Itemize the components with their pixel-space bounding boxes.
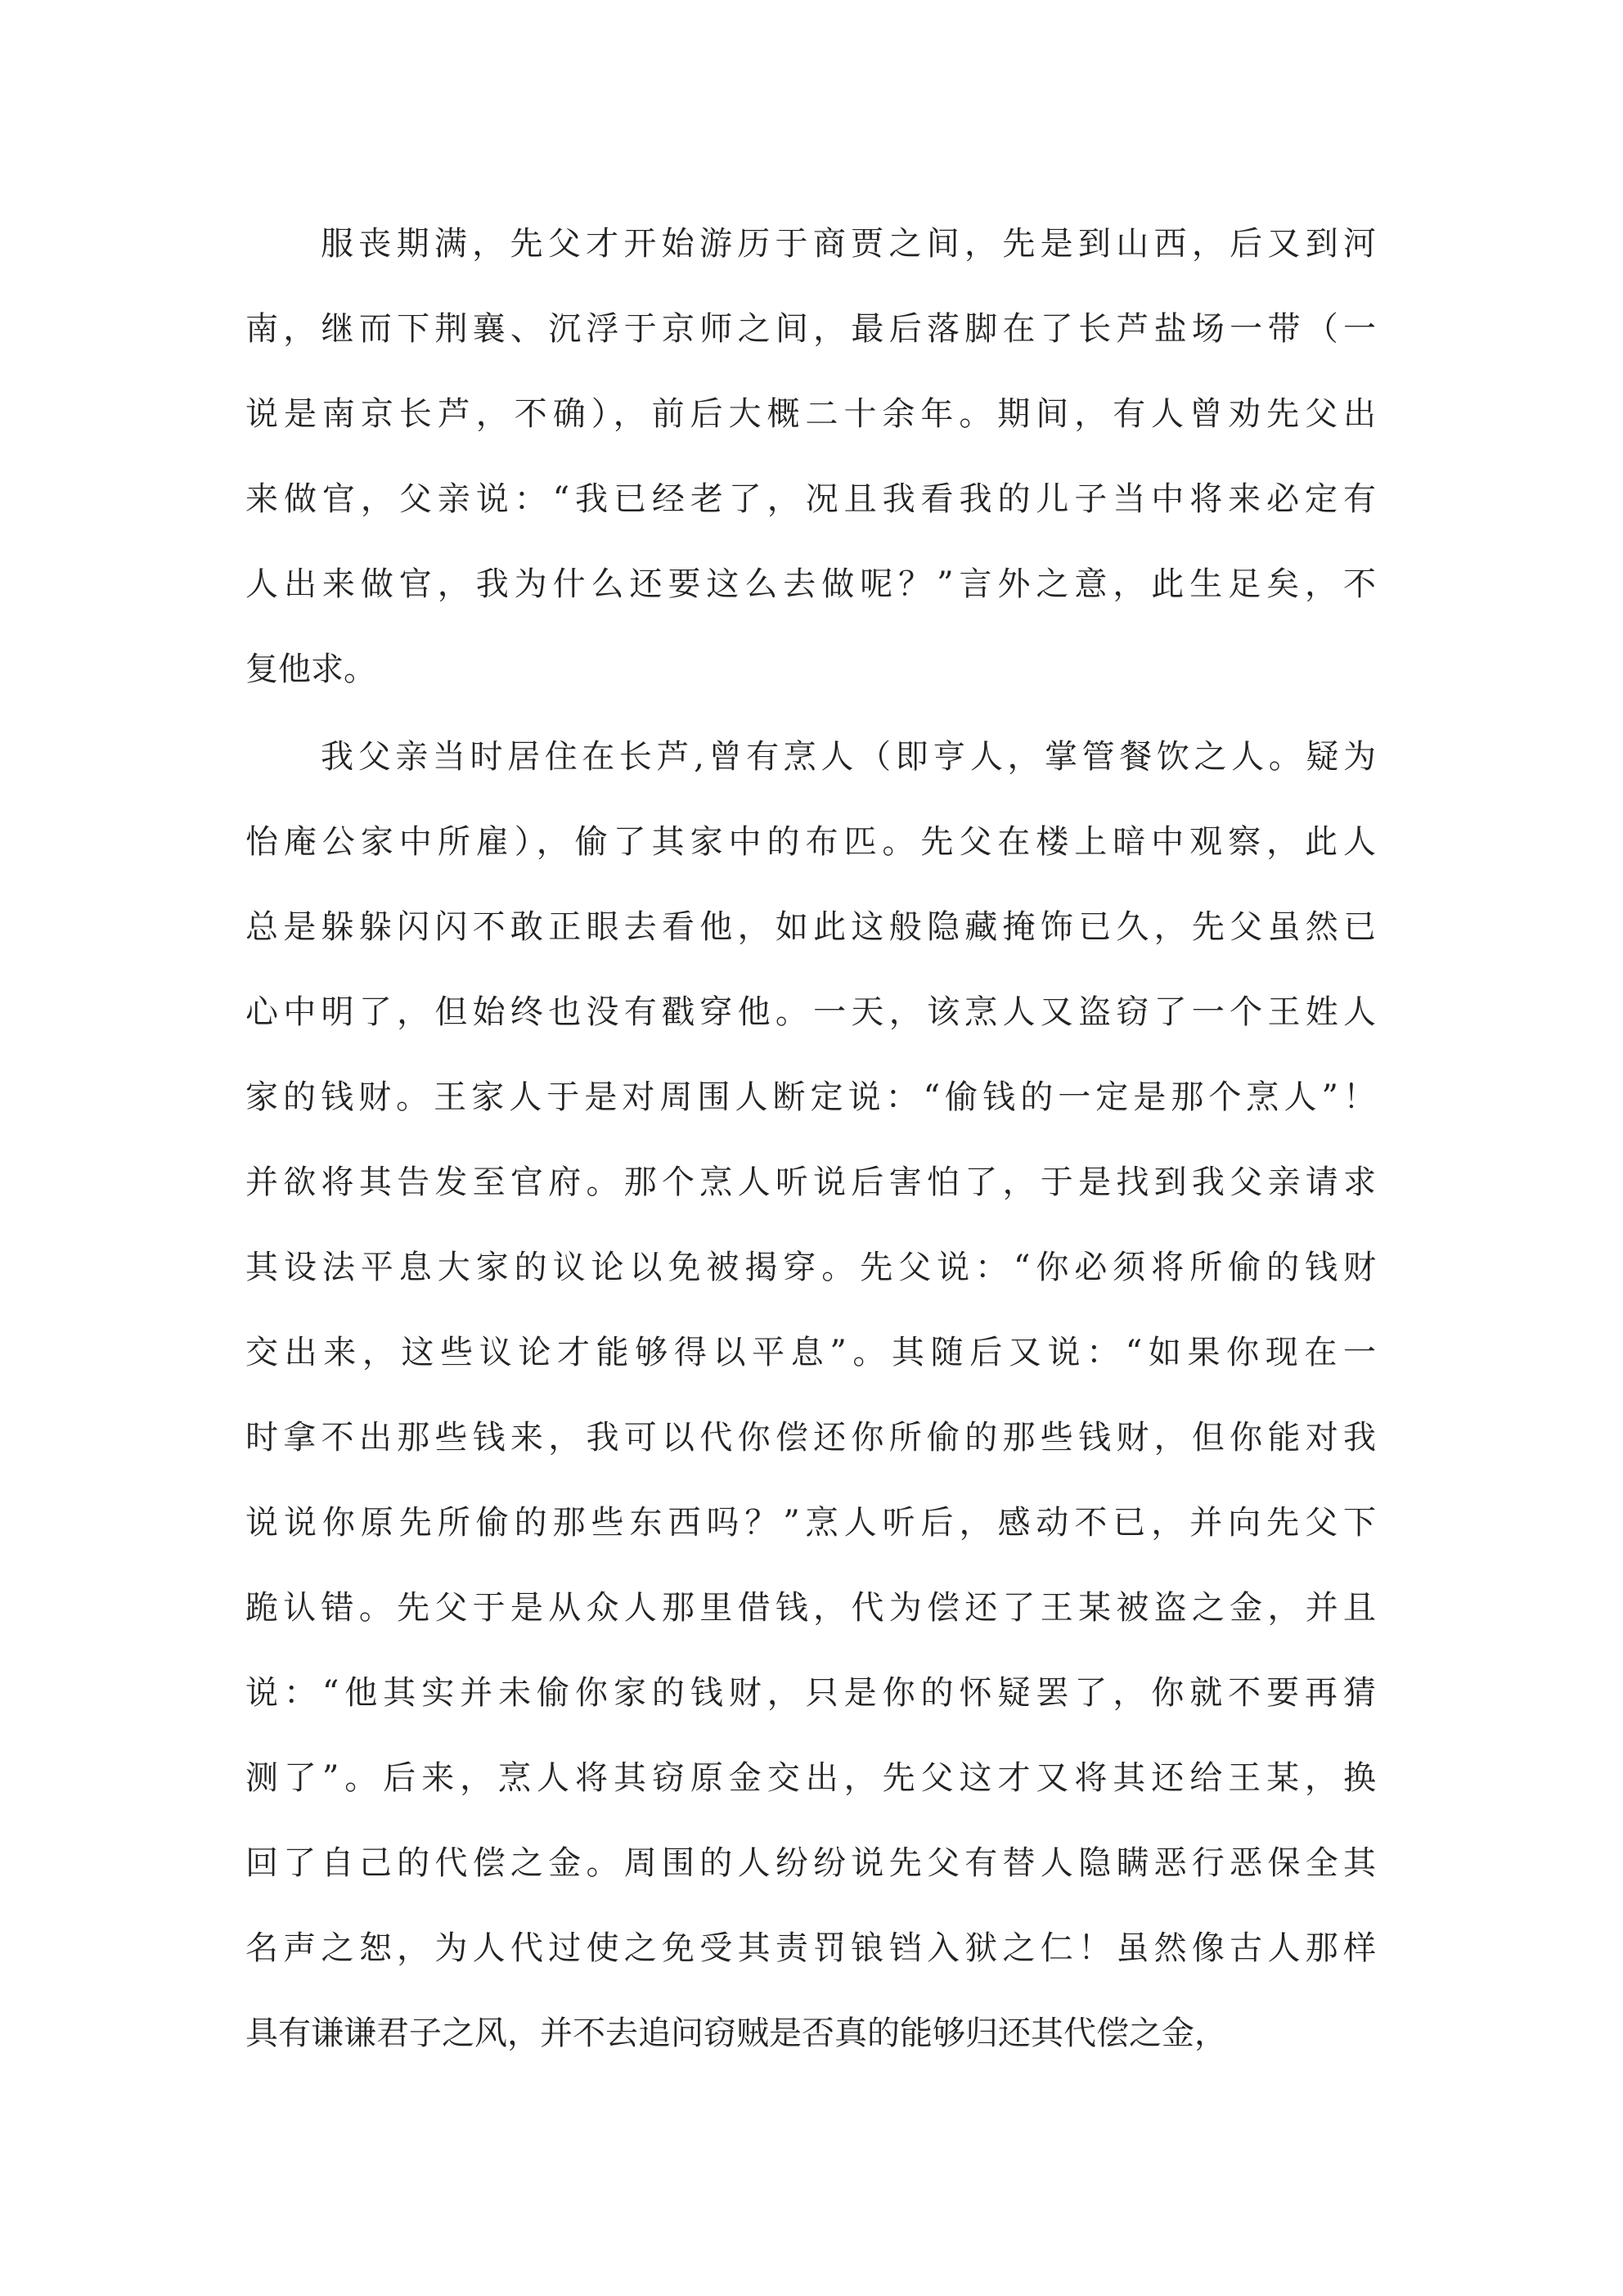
text-line: 南，继而下荆襄、沉浮于京师之间，最后落脚在了长芦盐场一带（一 xyxy=(245,310,1376,348)
text-line: 总是躲躲闪闪不敢正眼去看他，如此这般隐藏掩饰已久，先父虽然已 xyxy=(245,908,1376,946)
text-line: 服丧期满，先父才开始游历于商贾之间，先是到山西，后又到河 xyxy=(321,225,1376,263)
text-line: 来做官，父亲说：“我已经老了，况且我看我的儿子当中将来必定有 xyxy=(245,480,1376,518)
body-text xyxy=(245,221,1376,2096)
text-line: 名声之恕，为人代过使之免受其责罚锒铛入狱之仁！虽然像古人那样 xyxy=(245,1929,1376,1967)
text-line: 时拿不出那些钱来，我可以代你偿还你所偷的那些钱财，但你能对我 xyxy=(245,1419,1376,1456)
text-line: 其设法平息大家的议论以免被揭穿。先父说：“你必须将所偷的钱财 xyxy=(245,1249,1376,1286)
text-line: 怡庵公家中所雇），偷了其家中的布匹。先父在楼上暗中观察，此人 xyxy=(245,823,1376,861)
text-line: 我父亲当时居住在长芦,曾有烹人（即亨人，掌管餐饮之人。疑为 xyxy=(321,738,1376,776)
text-line: 家的钱财。王家人于是对周围人断定说：“偷钱的一定是那个烹人”！ xyxy=(245,1078,1376,1116)
text-line: 说：“他其实并未偷你家的钱财，只是你的怀疑罢了，你就不要再猜 xyxy=(245,1674,1376,1712)
text-line: 并欲将其告发至官府。那个烹人听说后害怕了，于是找到我父亲请求 xyxy=(245,1164,1376,1201)
text-line: 跪认错。先父于是从众人那里借钱，代为偿还了王某被盗之金，并且 xyxy=(245,1589,1376,1627)
text-line: 说是南京长芦，不确），前后大概二十余年。期间，有人曾劝先父出 xyxy=(245,395,1376,433)
text-line: 心中明了，但始终也没有戳穿他。一天，该烹人又盗窃了一个王姓人 xyxy=(245,993,1376,1031)
text-line: 回了自己的代偿之金。周围的人纷纷说先父有替人隐瞒恶行恶保全其 xyxy=(245,1844,1376,1882)
text-line: 人出来做官，我为什么还要这么去做呢？”言外之意，此生足矣，不 xyxy=(245,565,1376,603)
text-line: 复他求。 xyxy=(245,651,376,688)
text-line: 交出来，这些议论才能够得以平息”。其随后又说：“如果你现在一 xyxy=(245,1334,1376,1371)
paragraph-2 xyxy=(245,734,1376,2096)
text-line: 说说你原先所偷的那些东西吗？”烹人听后，感动不已，并向先父下 xyxy=(245,1504,1376,1542)
paragraph-1 xyxy=(245,221,1376,732)
text-line: 测了”。后来，烹人将其窃原金交出，先父这才又将其还给王某，换 xyxy=(245,1759,1376,1797)
text-line: 具有谦谦君子之风，并不去追问窃贼是否真的能够归还其代偿之金， xyxy=(245,2015,1227,2052)
